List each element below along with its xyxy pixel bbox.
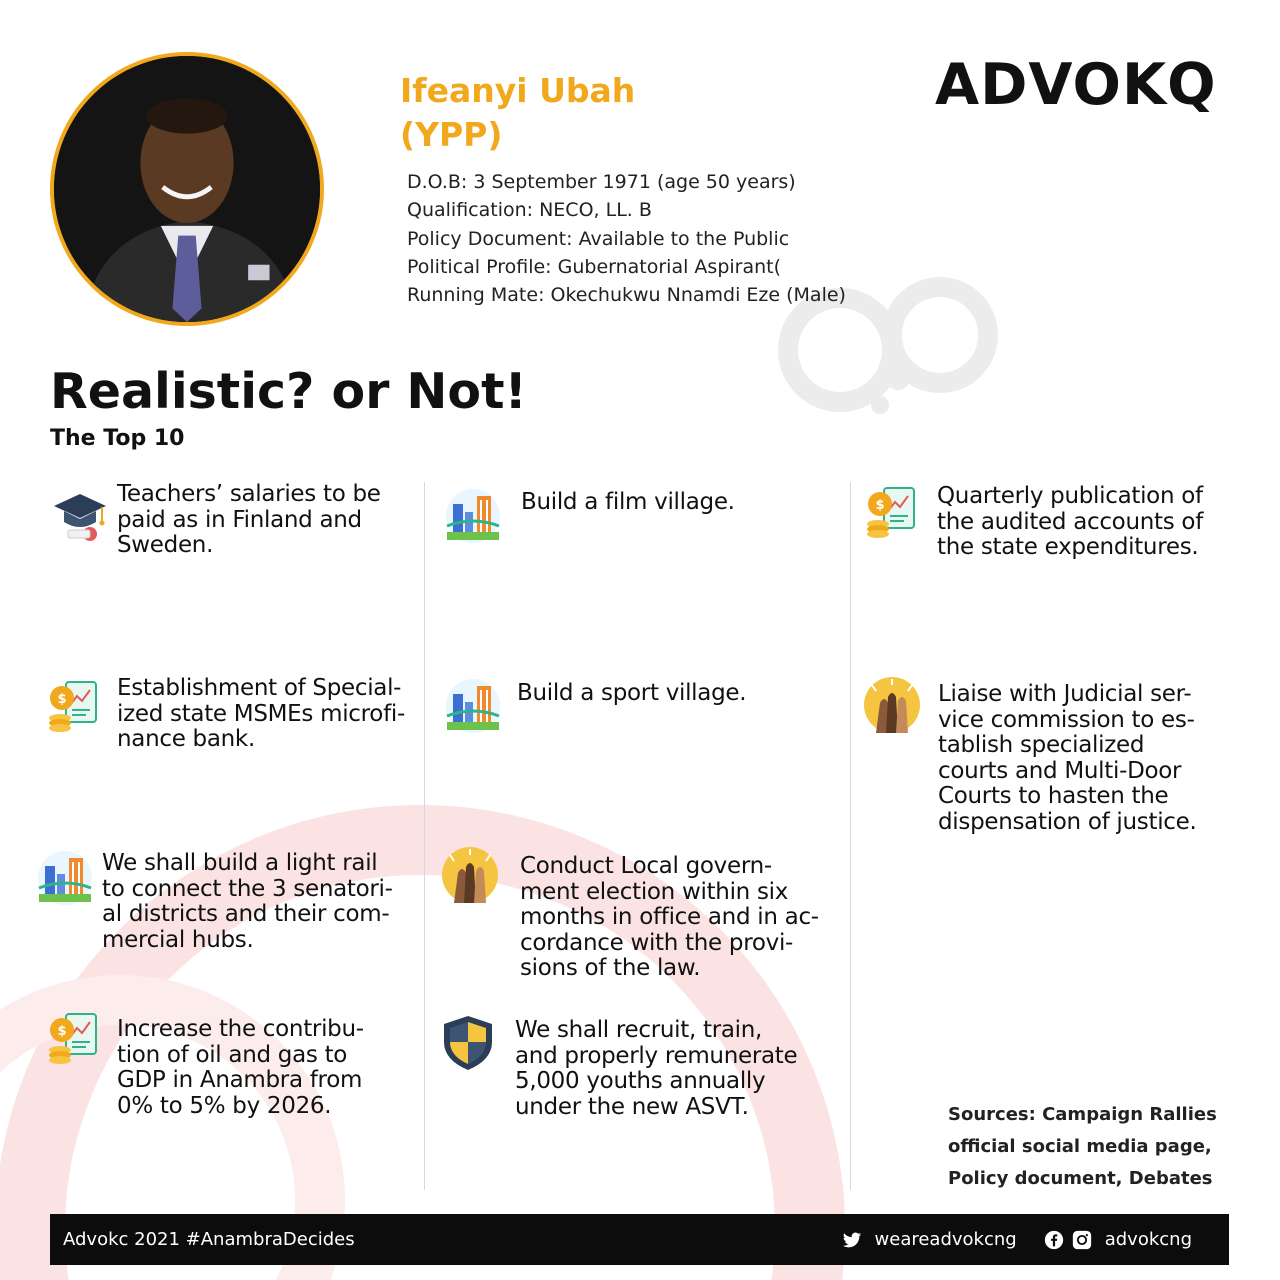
facebook-icon[interactable] [1043,1229,1065,1251]
footer-tagline: Advokc 2021 #AnambraDecides [63,1229,355,1250]
headline: Realistic? or Not! [50,363,527,420]
promise-text [937,484,1203,561]
finance-document-icon [44,1008,104,1068]
bio-political-profile: Political Profile: Gubernatorial Aspirant( [407,255,782,278]
city-infrastructure-icon [443,486,503,546]
promise-text [515,1018,797,1120]
promise-text [517,681,746,707]
sources [948,1099,1238,1195]
advokc-logo: ADVOKQ [935,52,1217,118]
promise-text [117,1017,364,1119]
bio-policy-document: Policy Document: Available to the Public [407,227,790,250]
instagram-icon[interactable] [1071,1229,1093,1251]
promise-text-line: ment election within six [520,878,789,905]
promise-text-line: Build a film village. [521,489,735,515]
svg-text:$: $ [57,692,67,707]
raised-hands-icon [862,675,922,735]
promise-text-line: Conduct Local govern- [520,853,772,879]
promise-text [117,482,381,559]
promise-text-line: the state expenditures. [937,534,1199,561]
promise-text-line: tablish specialized [938,732,1145,759]
promise-text-line: We shall recruit, train, [515,1017,763,1043]
promise-text-line: under the new ASVT. [515,1093,749,1120]
candidate-portrait [50,52,324,326]
city-infrastructure-icon [443,676,503,736]
promise-text [938,682,1197,836]
promise-text-line: and properly remunerate [515,1042,798,1069]
candidate-bio [407,168,846,309]
promise-text-line: the audited accounts of [937,508,1203,535]
promise-text-line: months in office and in ac- [520,904,819,931]
promise-text [520,854,819,982]
promise-text-line: dispensation of justice. [938,808,1197,835]
promise-text-line: Establishment of Special- [117,675,402,701]
city-infrastructure-icon [35,848,95,908]
footer-social [841,1214,1192,1265]
promise-text [521,490,735,516]
graduation-cap-icon [50,486,110,546]
finance-document-icon [44,676,104,736]
candidate-name: Ifeanyi Ubah [400,71,636,110]
promise-text-line: Courts to hasten the [938,783,1169,810]
twitter-handle[interactable]: weareadvokcng [874,1229,1017,1250]
promise-text-line: Build a sport village. [517,680,747,706]
footer-bar [50,1214,1229,1265]
shield-icon [438,1012,498,1072]
promise-text-line: vice commission to es- [938,706,1195,733]
promise-text-line: Sweden. [117,532,214,559]
bio-dob: D.O.B: 3 September 1971 (age 50 years) [407,171,796,193]
promise-text-line: Teachers’ salaries to be [117,481,381,507]
promise-text-line: GDP in Anambra from [117,1067,363,1094]
raised-hands-icon [440,845,500,905]
promise-text-line: to connect the 3 senatori- [102,875,393,902]
twitter-icon[interactable] [841,1229,863,1251]
promise-text-line: 5,000 youths annually [515,1068,766,1095]
svg-text:$: $ [57,1024,67,1039]
promise-text-line: 0% to 5% by 2026. [117,1092,332,1119]
promise-text-line: tion of oil and gas to [117,1041,348,1068]
promise-text-line: Quarterly publication of [937,483,1203,509]
sources-line: Policy document, Debates [948,1168,1213,1189]
promise-text-line: nance bank. [117,726,255,753]
promise-text-line: Liaise with Judicial ser- [938,681,1192,707]
social-handle[interactable]: advokcng [1104,1229,1192,1250]
svg-text:$: $ [875,498,885,513]
promise-text-line: Increase the contribu- [117,1016,364,1042]
finance-document-icon [862,482,922,542]
promise-text-line: sions of the law. [520,955,701,982]
sources-line: Sources: Campaign Rallies [948,1104,1217,1125]
promise-text-line: al districts and their com- [102,901,390,928]
promise-text-line: cordance with the provi- [520,929,794,956]
promise-text-line: mercial hubs. [102,926,254,953]
promise-text [102,851,393,953]
candidate-party: (YPP) [400,115,503,154]
promise-text-line: paid as in Finland and [117,506,362,533]
promise-text-line: We shall build a light rail [102,850,378,876]
subhead: The Top 10 [50,426,185,451]
column-divider [424,482,425,1190]
promise-text-line: courts and Multi-Door [938,757,1182,784]
sources-line: official social media page, [948,1136,1212,1157]
promise-text-line: ized state MSMEs microfi- [117,700,405,727]
promise-text [117,676,405,753]
bio-qualification: Qualification: NECO, LL. B [407,199,652,222]
column-divider [850,482,851,1190]
bio-running-mate: Running Mate: Okechukwu Nnamdi Eze (Male) [407,284,846,307]
